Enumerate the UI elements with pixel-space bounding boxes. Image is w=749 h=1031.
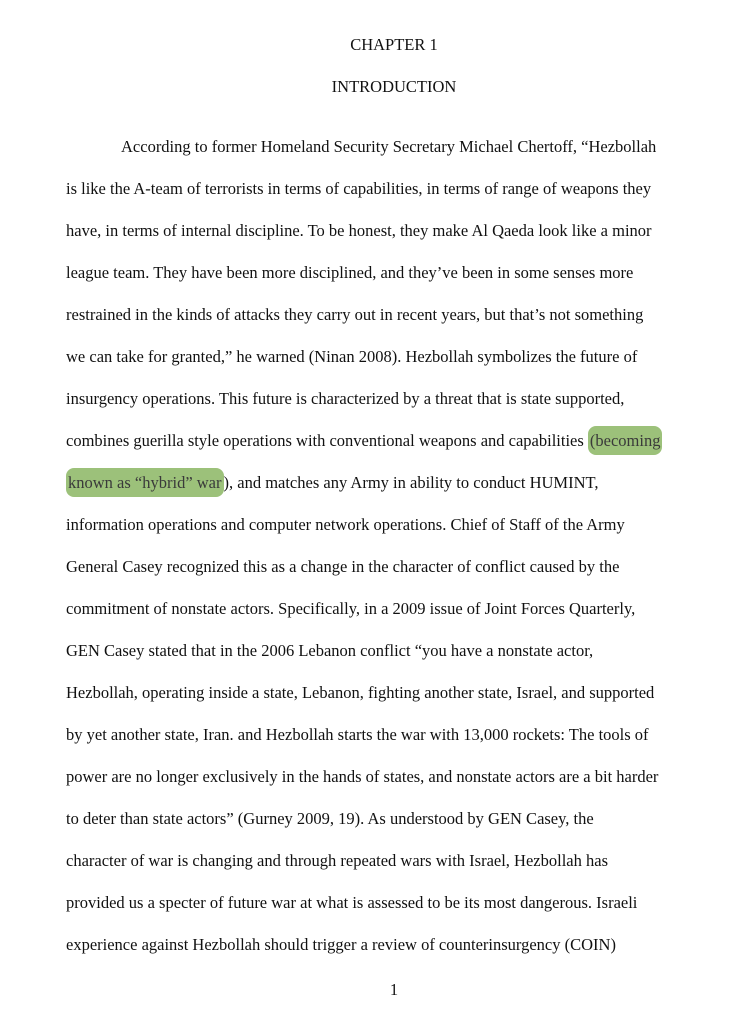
highlighted-text: (becoming xyxy=(588,426,663,455)
text-line: by yet another state, Iran. and Hezbollah starts the war with 13,000 rockets: The tools of xyxy=(66,725,649,744)
chapter-heading: CHAPTER 1 xyxy=(350,35,438,54)
text-line-with-highlight xyxy=(66,473,599,493)
text-segment: ), and matches any Army in ability to conduct HUMINT, xyxy=(223,473,599,492)
highlighted-text: known as “hybrid” war xyxy=(66,468,224,497)
text-line: have, in terms of internal discipline. To be honest, they make Al Qaeda look like a minor xyxy=(66,221,652,240)
section-title: INTRODUCTION xyxy=(331,77,457,96)
text-line: is like the A-team of terrorists in terms of capabilities, in terms of range of weapons they xyxy=(66,179,652,198)
text-line: GEN Casey stated that in the 2006 Lebanon conflict “you have a nonstate actor, xyxy=(66,641,594,660)
text-line: restrained in the kinds of attacks they carry out in recent years, but that’s not something xyxy=(66,305,644,324)
text-line: to deter than state actors” (Gurney 2009, 19). As understood by GEN Casey, the xyxy=(66,809,594,828)
text-line: league team. They have been more disciplined, and they’ve been in some senses more xyxy=(66,263,634,282)
page-number: 1 xyxy=(389,980,399,999)
text-line: General Casey recognized this as a change in the character of conflict caused by the xyxy=(66,557,620,576)
text-line: character of war is changing and through repeated wars with Israel, Hezbollah has xyxy=(66,851,608,870)
text-line: According to former Homeland Security Secretary Michael Chertoff, “Hezbollah xyxy=(121,137,657,156)
text-line: insurgency operations. This future is characterized by a threat that is state supported, xyxy=(66,389,625,408)
text-line: power are no longer exclusively in the hands of states, and nonstate actors are a bit harder xyxy=(66,767,659,786)
text-line: we can take for granted,” he warned (Ninan 2008). Hezbollah symbolizes the future of xyxy=(66,347,638,366)
text-line: commitment of nonstate actors. Specifically, in a 2009 issue of Joint Forces Quarterly, xyxy=(66,599,636,618)
text-segment: combines guerilla style operations with conventional weapons and capabilities xyxy=(66,431,588,450)
text-line: information operations and computer network operations. Chief of Staff of the Army xyxy=(66,515,625,534)
text-line: Hezbollah, operating inside a state, Lebanon, fighting another state, Israel, and supported xyxy=(66,683,655,702)
text-line: experience against Hezbollah should trigger a review of counterinsurgency (COIN) xyxy=(66,935,616,954)
text-line-with-highlight xyxy=(66,431,662,451)
text-line: provided us a specter of future war at what is assessed to be its most dangerous. Israeli xyxy=(66,893,638,912)
